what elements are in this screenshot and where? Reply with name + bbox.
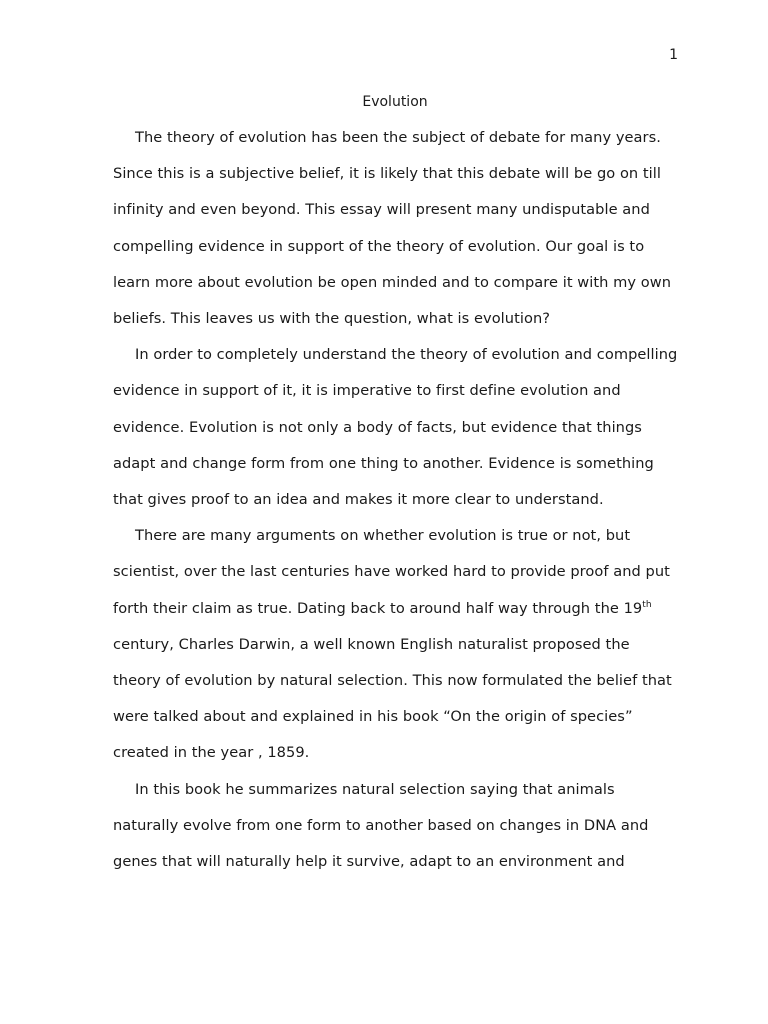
paragraph-4: In this book he summarizes natural selection saying that animals naturally evolve from one form to another based on changes in DNA and genes that will naturally help it survive, adapt to an environment and [113,780,649,871]
paragraph-1: The theory of evolution has been the subject of debate for many years. Since this is a subjective belief, it is likely that this debate will be go on till infinity and even beyond. This essay will present many undisputable and compelling evidence in support of the theory of evolution. Our goal is to learn more about evolution be open minded and to compare it with my own beliefs. This leaves us with the question, what is evolution? [113,129,672,328]
paragraph-3 [113,518,679,771]
paragraph-3-text-after: century, Charles Darwin, a well known English naturalist proposed the theory of evolution by natural selection. This now formulated the belief that were talked about and explained in his book “On the origin of species” created in the year , 1859. [113,635,672,762]
document-body [113,120,679,880]
paragraph-3-text-before: There are many arguments on whether evolution is true or not, but scientist, over the last centuries have worked hard to provide proof and put forth their claim as true. Dating back to around half way through the 19 [113,527,670,617]
page-number: 1 [669,47,678,63]
document-title: Evolution [362,94,428,110]
paragraph-2: In order to completely understand the theory of evolution and compelling evidence in support of it, it is imperative to first define evolution and evidence. Evolution is not only a body of facts, but evidence that things adapt and change form from one thing to another. Evidence is something that gives proof to an idea and makes it more clear to understand. [113,346,678,509]
ordinal-suffix: th [642,599,652,610]
